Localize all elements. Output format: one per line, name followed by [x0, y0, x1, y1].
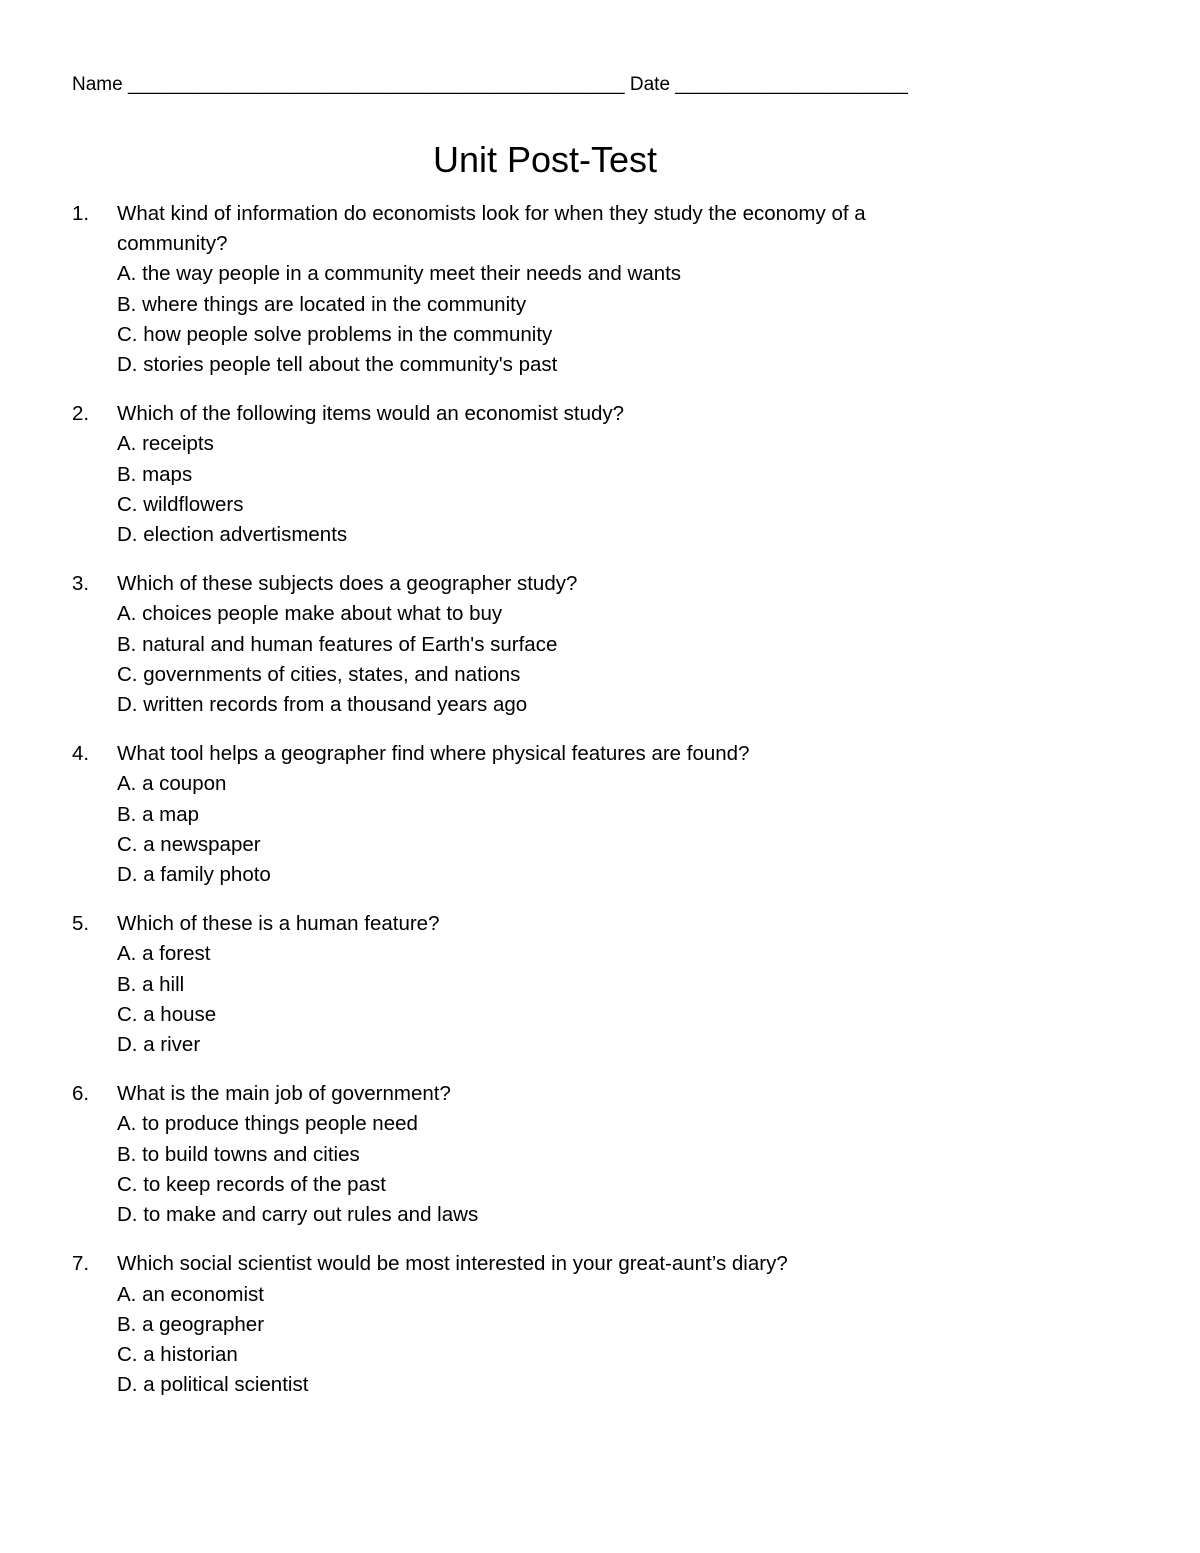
question-number: 1. — [72, 202, 90, 225]
question-item — [72, 739, 1072, 890]
question-text: Which of these subjects does a geographer study? — [117, 572, 578, 596]
answer-choice: C. a historian — [117, 1342, 238, 1366]
answer-choice: D. a family photo — [117, 863, 271, 887]
answer-choice: D. election advertisments — [117, 523, 348, 547]
answer-choice: B. a map — [117, 802, 200, 826]
answer-choice: C. how people solve problems in the community — [117, 322, 553, 346]
answer-choice: A. the way people in a community meet their needs and wants — [117, 262, 682, 286]
question-text: Which social scientist would be most interested in your great-aunt’s diary? — [117, 1252, 788, 1276]
question-list — [72, 199, 1072, 1419]
answer-choice: D. written records from a thousand years ago — [117, 693, 528, 717]
answer-choice: A. to produce things people need — [117, 1112, 418, 1136]
answer-choice: A. choices people make about what to buy — [117, 602, 503, 626]
answer-choice: D. to make and carry out rules and laws — [117, 1203, 479, 1227]
question-text: Which of the following items would an economist study? — [117, 402, 625, 426]
question-number: 6. — [72, 1082, 90, 1106]
header-line — [72, 72, 908, 98]
question-number: 2. — [72, 402, 90, 426]
answer-choice: B. a geographer — [117, 1312, 265, 1336]
question-text: What kind of information do economists look for when they study the economy of a community? — [117, 202, 866, 256]
question-item — [72, 569, 1072, 720]
answer-choice: C. a house — [117, 1002, 217, 1026]
answer-choice: B. maps — [117, 462, 193, 486]
answer-choice: D. a political scientist — [117, 1373, 309, 1397]
answer-choice: D. stories people tell about the community's past — [117, 353, 558, 377]
answer-choice: A. a forest — [117, 942, 211, 966]
answer-choice: B. to build towns and cities — [117, 1142, 360, 1166]
question-item — [72, 909, 1072, 1060]
date-field-label: Date ______________________ — [629, 74, 908, 95]
answer-choice: C. a newspaper — [117, 832, 261, 856]
question-item — [72, 1249, 1072, 1400]
question-item — [72, 399, 1072, 550]
answer-choice: C. governments of cities, states, and nations — [117, 662, 521, 686]
answer-choice: B. where things are located in the community — [117, 292, 527, 316]
question-text: Which of these is a human feature? — [117, 912, 440, 936]
answer-choice: A. a coupon — [117, 772, 227, 796]
question-item — [72, 199, 1072, 380]
question-number: 5. — [72, 912, 90, 936]
question-number: 4. — [72, 742, 90, 766]
page-title: Unit Post-Test — [432, 139, 658, 180]
answer-choice: B. a hill — [117, 972, 185, 996]
answer-choice: A. an economist — [117, 1282, 264, 1306]
answer-choice: D. a river — [117, 1033, 201, 1057]
question-item — [72, 1079, 1072, 1230]
question-number: 3. — [72, 572, 90, 596]
answer-choice: A. receipts — [117, 432, 214, 456]
question-number: 7. — [72, 1252, 90, 1276]
answer-choice: C. to keep records of the past — [117, 1172, 386, 1196]
name-field-label: Name _______________________________________________ — [72, 74, 625, 95]
question-text: What tool helps a geographer find where physical features are found? — [117, 742, 750, 766]
answer-choice: C. wildflowers — [117, 492, 244, 516]
question-text: What is the main job of government? — [117, 1082, 451, 1106]
answer-choice: B. natural and human features of Earth's surface — [117, 632, 558, 656]
